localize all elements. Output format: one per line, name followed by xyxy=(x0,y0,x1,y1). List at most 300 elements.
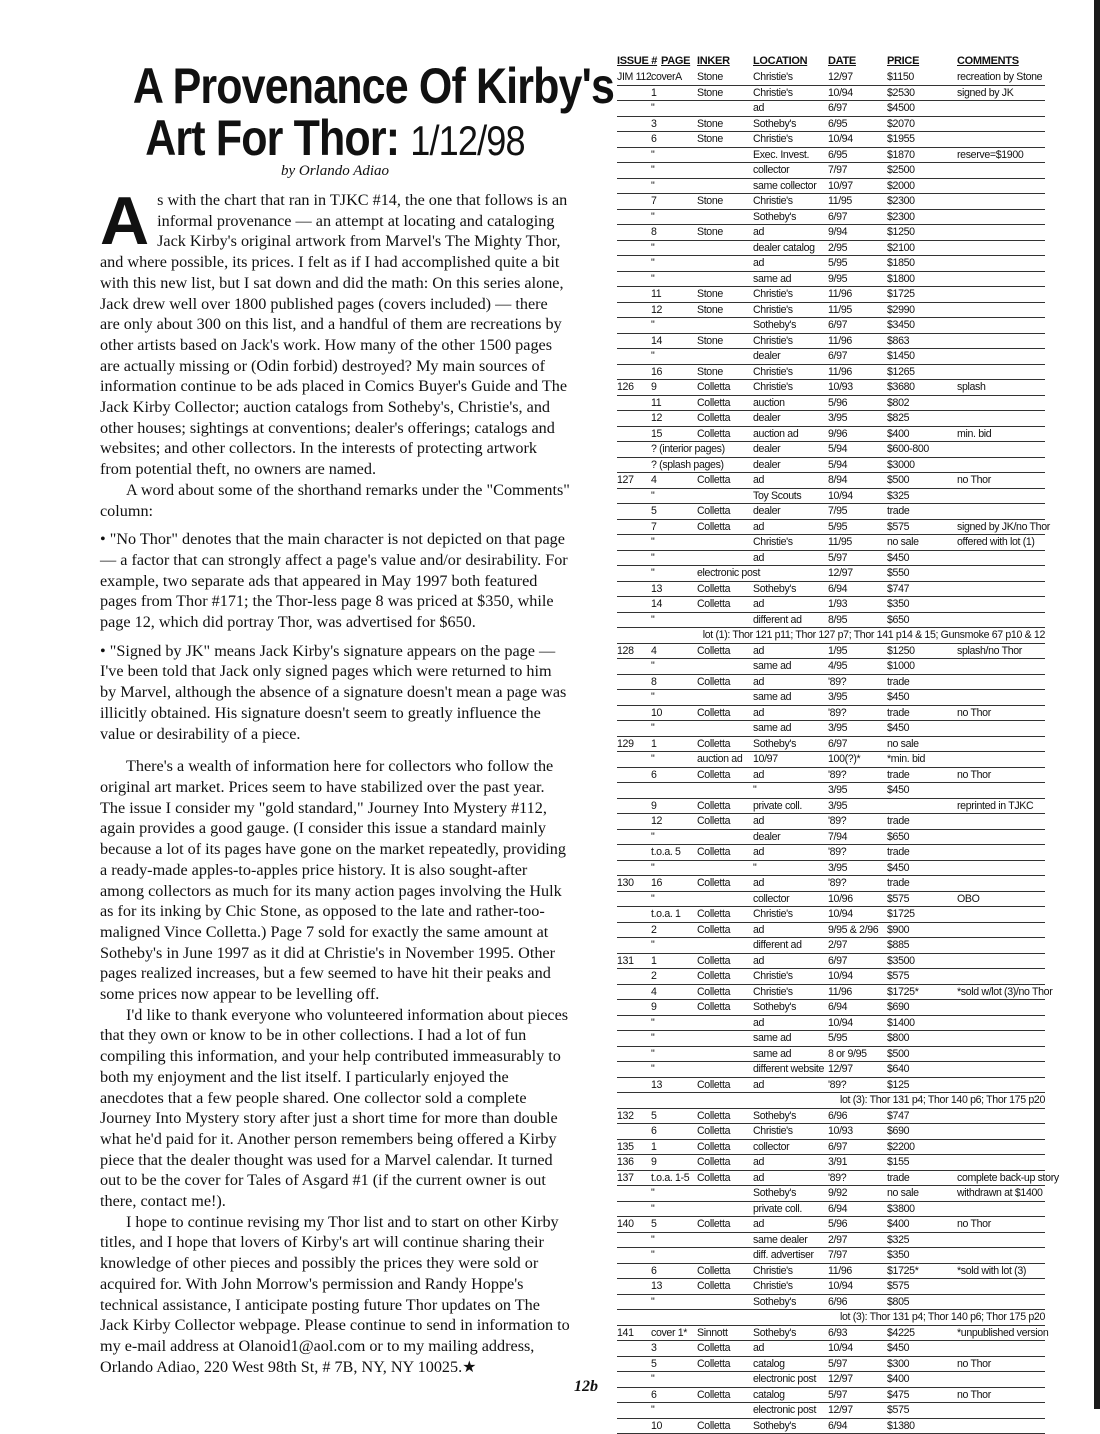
cell-price: $1250 xyxy=(887,225,953,240)
cell-price: trade xyxy=(887,768,953,783)
cell-location: dealer xyxy=(753,830,828,845)
table-row xyxy=(617,969,1045,985)
cell-inker: Colletta xyxy=(697,411,753,426)
cell-comments: signed by JK xyxy=(957,86,1047,101)
cell-price: $575 xyxy=(887,1403,953,1418)
cell-date: 4/95 xyxy=(828,659,886,674)
cell-issue: 128 xyxy=(617,644,651,659)
table-row xyxy=(617,954,1045,970)
table-row xyxy=(617,1000,1045,1016)
cell-inker: Stone xyxy=(697,117,753,132)
cell-page: 5 xyxy=(651,504,697,519)
cell-page: 16 xyxy=(651,365,697,380)
cell-location: Christie's xyxy=(753,334,828,349)
cell-page: " xyxy=(651,241,697,256)
table-row xyxy=(617,411,1045,427)
table-row xyxy=(617,876,1045,892)
cell-location: collector xyxy=(753,892,828,907)
cell-location: Sotheby's xyxy=(753,1419,828,1434)
table-row xyxy=(617,799,1045,815)
table-row xyxy=(617,1047,1045,1063)
cell-inker: Colletta xyxy=(697,768,753,783)
cell-page: " xyxy=(651,1248,697,1263)
cell-date: 3/95 xyxy=(828,411,886,426)
cell-location: ad xyxy=(753,1341,828,1356)
cell-page: 8 xyxy=(651,225,697,240)
cell-date: 9/92 xyxy=(828,1186,886,1201)
table-row xyxy=(617,86,1045,102)
cell-comments: *sold w/lot (3)/no Thor xyxy=(957,985,1047,1000)
cell-page: 13 xyxy=(651,1078,697,1093)
paragraph-2: A word about some of the shorthand remarks under the "Comments" column: xyxy=(100,480,570,521)
cell-inker: Colletta xyxy=(697,799,753,814)
cell-page: 10 xyxy=(651,1419,697,1434)
cell-date: 3/95 xyxy=(828,690,886,705)
cell-price: $690 xyxy=(887,1000,953,1015)
table-row xyxy=(617,706,1045,722)
table-row xyxy=(617,1295,1045,1311)
cell-location: ad xyxy=(753,597,828,612)
cell-date: 6/95 xyxy=(828,117,886,132)
cell-price: $400 xyxy=(887,1217,953,1232)
cell-page: " xyxy=(651,318,697,333)
cell-location: Sotheby's xyxy=(753,1109,828,1124)
table-row xyxy=(617,938,1045,954)
cell-location: Christie's xyxy=(753,535,828,550)
cell-date: 5/97 xyxy=(828,551,886,566)
cell-date: 5/94 xyxy=(828,442,886,457)
cell-price: trade xyxy=(887,675,953,690)
table-row xyxy=(617,1233,1045,1249)
table-row xyxy=(617,272,1045,288)
cell-date: '89? xyxy=(828,706,886,721)
cell-price: $4500 xyxy=(887,101,953,116)
cell-page: 12 xyxy=(651,303,697,318)
cell-page: 5 xyxy=(651,1217,697,1232)
cell-inker: Colletta xyxy=(697,644,753,659)
drop-cap: A xyxy=(100,192,149,250)
cell-inker: Colletta xyxy=(697,520,753,535)
table-row xyxy=(617,1326,1045,1342)
cell-page: " xyxy=(651,148,697,163)
cell-page: " xyxy=(651,1186,697,1201)
cell-location: ad xyxy=(753,876,828,891)
cell-price: $450 xyxy=(887,783,953,798)
cell-location: Christie's xyxy=(753,380,828,395)
table-row xyxy=(617,1217,1045,1233)
cell-date: 12/97 xyxy=(828,1062,886,1077)
cell-page: " xyxy=(651,1016,697,1031)
cell-location: electronic post xyxy=(753,1372,828,1387)
cell-location: Christie's xyxy=(753,194,828,209)
cell-price: $2100 xyxy=(887,241,953,256)
cell-price: trade xyxy=(887,504,953,519)
cell-location: Sotheby's xyxy=(753,1326,828,1341)
cell-date: 10/93 xyxy=(828,380,886,395)
cell-comments: no Thor xyxy=(957,473,1047,488)
cell-price: $2500 xyxy=(887,163,953,178)
cell-issue: 127 xyxy=(617,473,651,488)
cell-price: $575 xyxy=(887,969,953,984)
table-row xyxy=(617,582,1045,598)
cell-comments: *sold with lot (3) xyxy=(957,1264,1047,1279)
cell-date: 5/96 xyxy=(828,396,886,411)
cell-page: " xyxy=(651,1031,697,1046)
cell-location: ad xyxy=(753,551,828,566)
cell-inker: Colletta xyxy=(697,675,753,690)
cell-location: same ad xyxy=(753,690,828,705)
cell-date: 3/95 xyxy=(828,721,886,736)
cell-page: 3 xyxy=(651,117,697,132)
cell-price: $885 xyxy=(887,938,953,953)
cell-price: $3450 xyxy=(887,318,953,333)
cell-page: 4 xyxy=(651,473,697,488)
cell-page: " xyxy=(651,830,697,845)
cell-inker: Colletta xyxy=(697,1000,753,1015)
cell-location: dealer catalog xyxy=(753,241,828,256)
cell-date: 12/97 xyxy=(828,70,886,85)
table-body xyxy=(617,70,1045,1434)
cell-issue: 141 xyxy=(617,1326,651,1341)
cell-date: 3/95 xyxy=(828,799,886,814)
cell-page: 6 xyxy=(651,132,697,147)
paragraph-7: I hope to continue revising my Thor list and to start on other Kirby titles, and I hope that lovers of Kirby's art will continue sharing their knowledge of other pieces and possibly the prices they were sold or acquired for. With John Morrow's permission and Randy Hoppe's technical assistance, I anticipate posting future Thor updates on The Jack Kirby Collector webpage. Please continue to send in information to my e-mail address at Olanoid1@aol.com or to my mailing address, Orlando Adiao, 220 West 98th St, # 7B, NY, NY 10025.★ xyxy=(100,1212,570,1378)
cell-price: $1150 xyxy=(887,70,953,85)
cell-page: " xyxy=(651,1233,697,1248)
cell-location: ad xyxy=(753,520,828,535)
cell-inker: Colletta xyxy=(697,1357,753,1372)
cell-location: Christie's xyxy=(753,132,828,147)
cell-comments: recreation by Stone xyxy=(957,70,1047,85)
cell-date: 6/97 xyxy=(828,318,886,333)
cell-inker: Colletta xyxy=(697,1171,753,1186)
table-row xyxy=(617,1372,1045,1388)
lot-note-text: lot (3): Thor 131 p4; Thor 140 p6; Thor 175 p20 xyxy=(617,1310,1045,1325)
cell-location: 10/97 xyxy=(753,752,828,767)
cell-page: 5 xyxy=(651,1109,697,1124)
header-issue: ISSUE # xyxy=(617,55,657,67)
cell-location: ad xyxy=(753,845,828,860)
cell-date: 8/95 xyxy=(828,613,886,628)
cell-location: ad xyxy=(753,954,828,969)
cell-date: '89? xyxy=(828,768,886,783)
cell-comments: withdrawn at $1400 xyxy=(957,1186,1047,1201)
cell-inker: Stone xyxy=(697,86,753,101)
cell-location: diff. advertiser xyxy=(753,1248,828,1263)
cell-inker: Colletta xyxy=(697,969,753,984)
cell-page: " xyxy=(651,272,697,287)
cell-location: dealer xyxy=(753,458,828,473)
paragraph-6: I'd like to thank everyone who volunteered information about pieces that they own or know to be in other collections. I had a lot of fun compiling this information, and your help contributed immeasurably to both my enjoyment and the list itself. I particularly enjoyed the anecdotes that a few people shared. One collector sold a complete Journey Into Mystery story after just a short time for more than double what he'd paid for it. Another person remembers being offered a Kirby piece that the dealer thought was used for a Marvel calendar. It turned out to be the cover for Tales of Asgard #1 (if the current owner is out there, contact me!). xyxy=(100,1005,570,1212)
table-row xyxy=(617,225,1045,241)
table-row xyxy=(617,1202,1045,1218)
cell-date: 10/94 xyxy=(828,1016,886,1031)
cell-inker: Colletta xyxy=(697,954,753,969)
cell-date: 11/95 xyxy=(828,194,886,209)
cell-page: coverA xyxy=(651,70,697,85)
cell-location: ad xyxy=(753,675,828,690)
cell-page: " xyxy=(651,210,697,225)
cell-page: 4 xyxy=(651,985,697,1000)
table-row xyxy=(617,1403,1045,1419)
cell-location: Christie's xyxy=(753,303,828,318)
cell-inker: Colletta xyxy=(697,923,753,938)
cell-inker: Stone xyxy=(697,132,753,147)
cell-page: 1 xyxy=(651,1140,697,1155)
cell-date: 10/97 xyxy=(828,179,886,194)
cell-location: Sotheby's xyxy=(753,318,828,333)
cell-date: 11/96 xyxy=(828,334,886,349)
cell-issue: 137 xyxy=(617,1171,651,1186)
cell-page: 9 xyxy=(651,380,697,395)
cell-inker: Colletta xyxy=(697,1217,753,1232)
cell-page: " xyxy=(651,1372,697,1387)
cell-inker: Colletta xyxy=(697,706,753,721)
table-row xyxy=(617,1171,1045,1187)
cell-date: 1/93 xyxy=(828,597,886,612)
cell-date: 2/97 xyxy=(828,938,886,953)
table-row xyxy=(617,1031,1045,1047)
cell-price: $325 xyxy=(887,489,953,504)
cell-page: 5 xyxy=(651,1357,697,1372)
cell-date: 10/94 xyxy=(828,1341,886,1356)
cell-location: dealer xyxy=(753,349,828,364)
cell-location: ad xyxy=(753,473,828,488)
cell-price: $1850 xyxy=(887,256,953,271)
cell-page: " xyxy=(651,659,697,674)
cell-location: ad xyxy=(753,101,828,116)
cell-date: 2/97 xyxy=(828,1233,886,1248)
cell-location: same ad xyxy=(753,272,828,287)
cell-page: " xyxy=(651,752,697,767)
cell-location: dealer xyxy=(753,411,828,426)
table-row xyxy=(617,721,1045,737)
cell-price: $450 xyxy=(887,721,953,736)
cell-date: 5/96 xyxy=(828,1217,886,1232)
table-row xyxy=(617,1078,1045,1094)
cell-page: 9 xyxy=(651,799,697,814)
cell-date: 10/96 xyxy=(828,892,886,907)
cell-comments: splash/no Thor xyxy=(957,644,1047,659)
cell-date: 3/91 xyxy=(828,1155,886,1170)
cell-price: $1725 xyxy=(887,287,953,302)
header-location: LOCATION xyxy=(753,55,807,67)
cell-issue: 131 xyxy=(617,954,651,969)
cell-page: 6 xyxy=(651,1264,697,1279)
table-row xyxy=(617,318,1045,334)
cell-comments: no Thor xyxy=(957,1217,1047,1232)
cell-location: Christie's xyxy=(753,86,828,101)
cell-date: '89? xyxy=(828,1171,886,1186)
cell-location: same dealer xyxy=(753,1233,828,1248)
cell-price: trade xyxy=(887,845,953,860)
cell-comments: no Thor xyxy=(957,768,1047,783)
cell-date: 6/97 xyxy=(828,349,886,364)
table-row xyxy=(617,132,1045,148)
cell-location: ad xyxy=(753,644,828,659)
cell-inker: Colletta xyxy=(697,907,753,922)
cell-date: 10/94 xyxy=(828,86,886,101)
cell-date: 11/96 xyxy=(828,365,886,380)
table-row xyxy=(617,1140,1045,1156)
cell-location: ad xyxy=(753,1155,828,1170)
table-row xyxy=(617,985,1045,1001)
cell-price: $450 xyxy=(887,1341,953,1356)
cell-location: Sotheby's xyxy=(753,1186,828,1201)
cell-inker: Colletta xyxy=(697,1419,753,1434)
cell-price: $500 xyxy=(887,473,953,488)
cell-location: ad xyxy=(753,1171,828,1186)
cell-location: Sotheby's xyxy=(753,210,828,225)
table-row xyxy=(617,1124,1045,1140)
table-lot-note xyxy=(617,1310,1045,1326)
cell-inker: Stone xyxy=(697,287,753,302)
table-row xyxy=(617,535,1045,551)
cell-location: collector xyxy=(753,1140,828,1155)
cell-issue: 136 xyxy=(617,1155,651,1170)
table-row xyxy=(617,613,1045,629)
cell-price: no sale xyxy=(887,737,953,752)
cell-price: $155 xyxy=(887,1155,953,1170)
cell-issue: 126 xyxy=(617,380,651,395)
cell-price: $825 xyxy=(887,411,953,426)
cell-page: 10 xyxy=(651,706,697,721)
cell-price: $2070 xyxy=(887,117,953,132)
cell-location: Sotheby's xyxy=(753,737,828,752)
cell-price: $1955 xyxy=(887,132,953,147)
table-row xyxy=(617,473,1045,489)
cell-date: 11/96 xyxy=(828,985,886,1000)
cell-price: $1400 xyxy=(887,1016,953,1031)
cell-price: $2000 xyxy=(887,179,953,194)
cell-location: different ad xyxy=(753,613,828,628)
cell-price: trade xyxy=(887,1171,953,1186)
table-row xyxy=(617,163,1045,179)
cell-location: same ad xyxy=(753,721,828,736)
cell-comments: no Thor xyxy=(957,706,1047,721)
cell-location: " xyxy=(753,783,828,798)
cell-price: $575 xyxy=(887,520,953,535)
cell-location: Christie's xyxy=(753,287,828,302)
cell-location: Christie's xyxy=(753,1264,828,1279)
cell-page: ? (interior pages) xyxy=(651,442,697,457)
cell-page: 13 xyxy=(651,582,697,597)
cell-date: 3/95 xyxy=(828,783,886,798)
cell-location: private coll. xyxy=(753,799,828,814)
cell-page: " xyxy=(651,489,697,504)
cell-date: 7/94 xyxy=(828,830,886,845)
paragraph-1 xyxy=(100,190,570,480)
cell-page: 9 xyxy=(651,1000,697,1015)
cell-comments: splash xyxy=(957,380,1047,395)
cell-page: 8 xyxy=(651,675,697,690)
table-row xyxy=(617,101,1045,117)
cell-location: ad xyxy=(753,923,828,938)
table-row xyxy=(617,70,1045,86)
cell-price: $600-800 xyxy=(887,442,953,457)
cell-inker: Colletta xyxy=(697,1140,753,1155)
table-row xyxy=(617,892,1045,908)
cell-price: $1725 xyxy=(887,907,953,922)
cell-page: " xyxy=(651,179,697,194)
cell-price: $575 xyxy=(887,892,953,907)
table-row xyxy=(617,845,1045,861)
cell-price: $2530 xyxy=(887,86,953,101)
cell-price: $863 xyxy=(887,334,953,349)
article-title xyxy=(133,60,537,167)
cell-page: " xyxy=(651,349,697,364)
cell-inker: Colletta xyxy=(697,1109,753,1124)
cell-date: 5/94 xyxy=(828,458,886,473)
cell-price: trade xyxy=(887,706,953,721)
table-row xyxy=(617,737,1045,753)
cell-location: dealer xyxy=(753,504,828,519)
header-date: DATE xyxy=(828,55,856,67)
cell-price: $1725* xyxy=(887,985,953,1000)
cell-page: " xyxy=(651,566,697,581)
table-row xyxy=(617,427,1045,443)
cell-location: auction ad xyxy=(753,427,828,442)
cell-inker: Stone xyxy=(697,303,753,318)
cell-comments: reprinted in TJKC xyxy=(957,799,1047,814)
cell-page: t.o.a. 5 xyxy=(651,845,697,860)
cell-location: Sotheby's xyxy=(753,117,828,132)
cell-location: Christie's xyxy=(753,1124,828,1139)
cell-inker: electronic post xyxy=(697,566,753,581)
cell-page: ? (splash pages) xyxy=(651,458,697,473)
table-row xyxy=(617,1357,1045,1373)
cell-price: *min. bid xyxy=(887,752,953,767)
cell-date: 6/94 xyxy=(828,1000,886,1015)
cell-page: t.o.a. 1 xyxy=(651,907,697,922)
cell-date: 11/96 xyxy=(828,1264,886,1279)
cell-date: 6/94 xyxy=(828,1419,886,1434)
table-row xyxy=(617,458,1045,474)
cell-inker: Colletta xyxy=(697,1124,753,1139)
cell-page: " xyxy=(651,938,697,953)
header-comments: COMMENTS xyxy=(957,55,1019,67)
lot-note-text: lot (1): Thor 121 p11; Thor 127 p7; Thor 141 p14 & 15; Gunsmoke 67 p10 & 12 xyxy=(617,628,1045,643)
table-row xyxy=(617,1264,1045,1280)
cell-date: 8/94 xyxy=(828,473,886,488)
cell-location: auction xyxy=(753,396,828,411)
cell-date: 11/95 xyxy=(828,535,886,550)
cell-page: 11 xyxy=(651,287,697,302)
table-row xyxy=(617,814,1045,830)
cell-price: $125 xyxy=(887,1078,953,1093)
cell-location: Christie's xyxy=(753,1279,828,1294)
table-row xyxy=(617,1341,1045,1357)
table-row xyxy=(617,504,1045,520)
cell-price: $1250 xyxy=(887,644,953,659)
table-row xyxy=(617,241,1045,257)
cell-date: 6/93 xyxy=(828,1326,886,1341)
cell-page: 12 xyxy=(651,411,697,426)
table-row xyxy=(617,690,1045,706)
cell-date: 5/95 xyxy=(828,1031,886,1046)
cell-date: 12/97 xyxy=(828,1403,886,1418)
cell-comments: OBO xyxy=(957,892,1047,907)
table-row xyxy=(617,659,1045,675)
table-row xyxy=(617,396,1045,412)
cell-date: '89? xyxy=(828,845,886,860)
cell-page: 1 xyxy=(651,737,697,752)
cell-location: Sotheby's xyxy=(753,1295,828,1310)
cell-price: $690 xyxy=(887,1124,953,1139)
table-row xyxy=(617,768,1045,784)
table-row xyxy=(617,442,1045,458)
cell-location: Christie's xyxy=(753,70,828,85)
